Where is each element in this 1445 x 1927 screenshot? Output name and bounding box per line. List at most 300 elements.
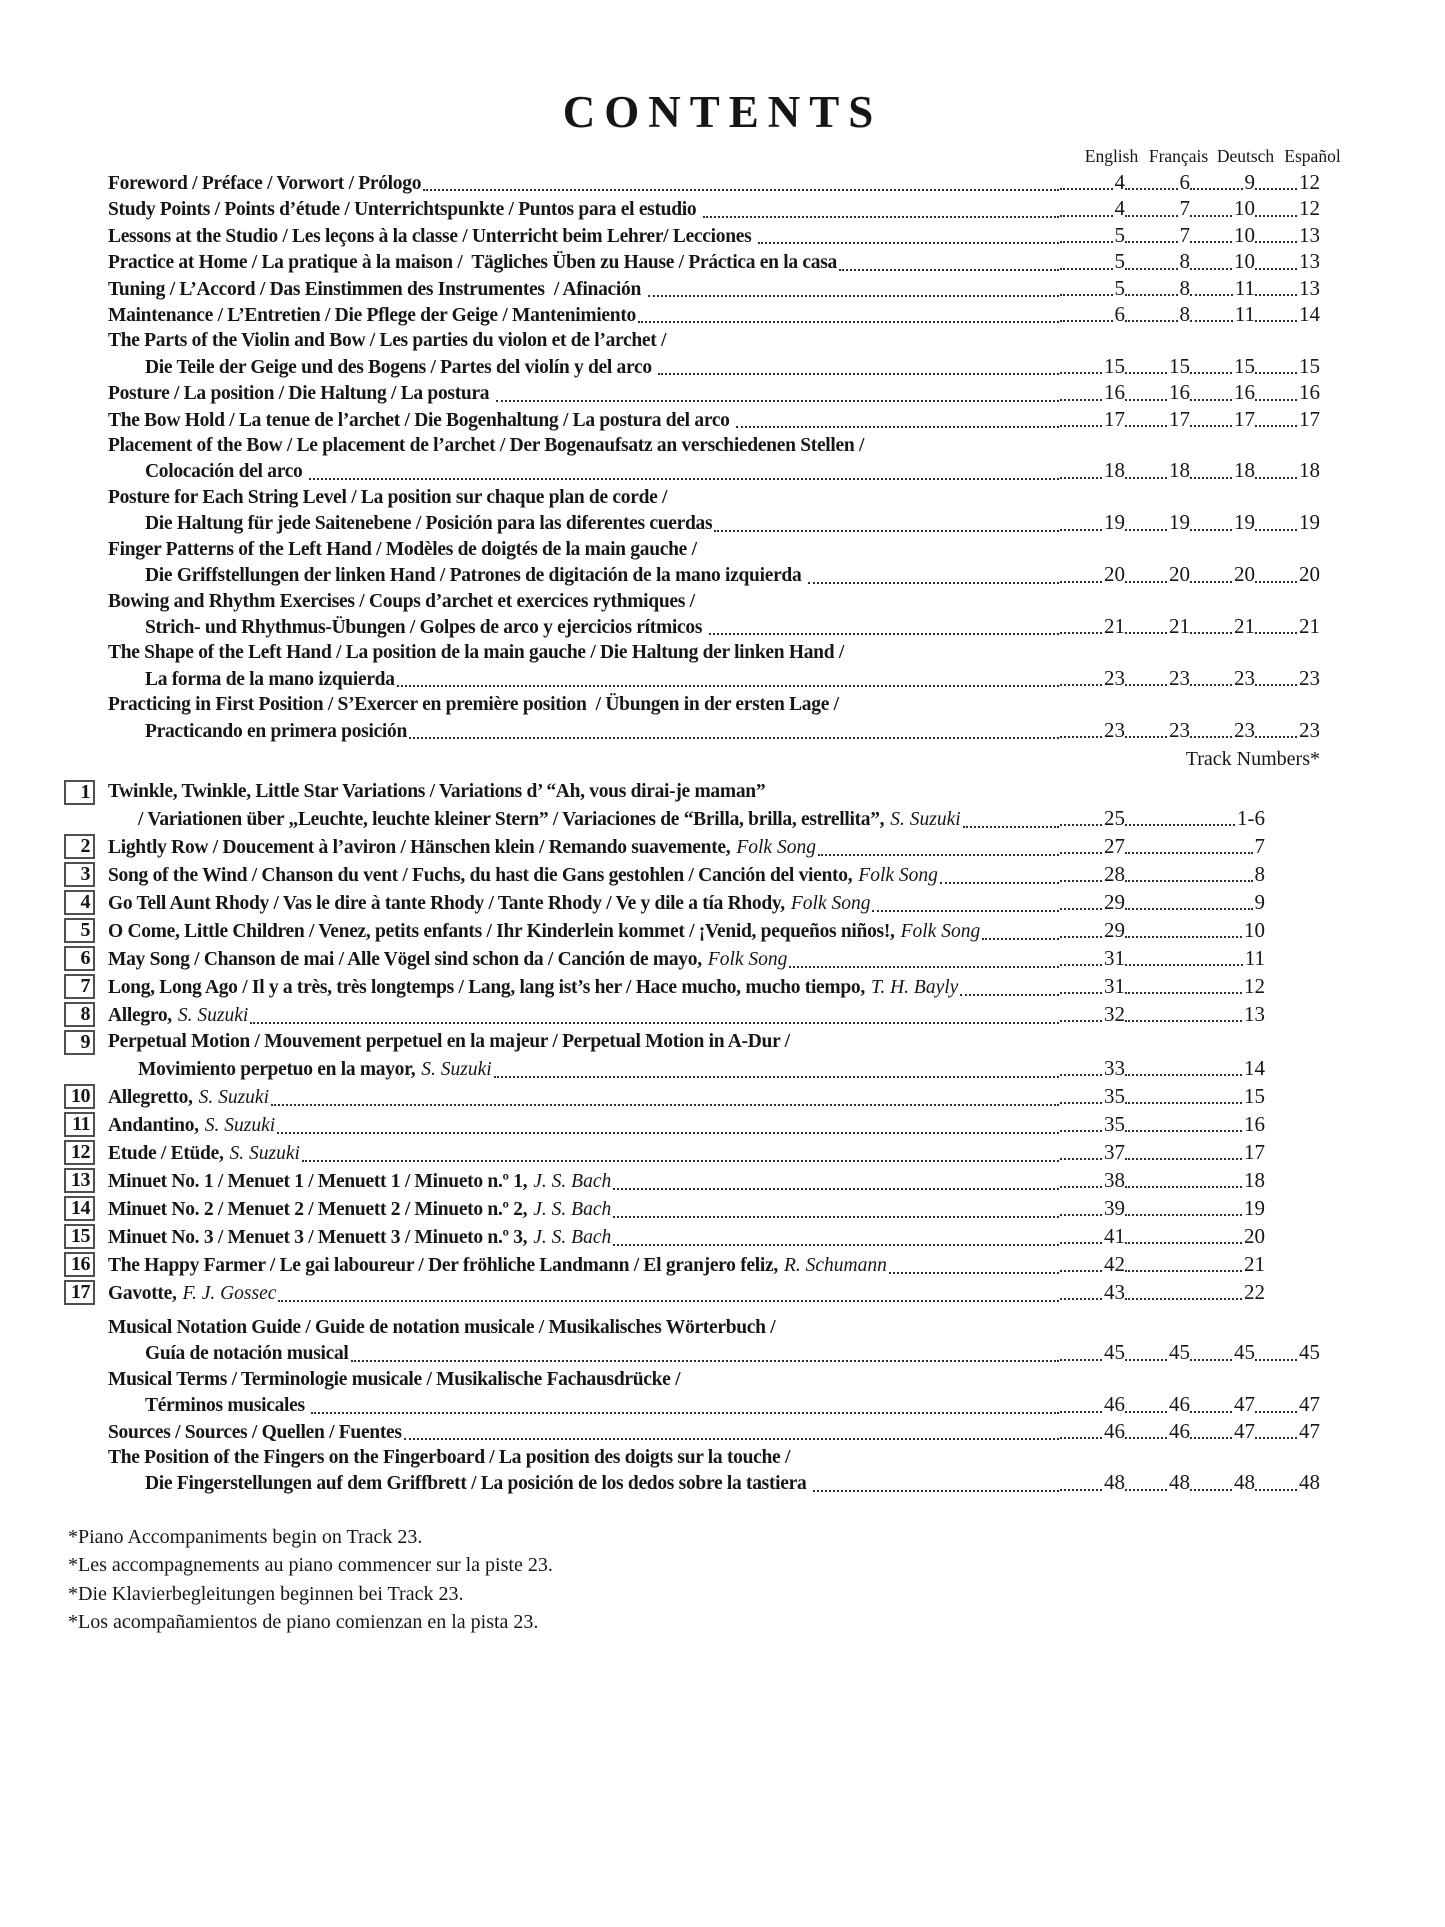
page-number: 37: [1104, 1139, 1125, 1164]
page-number: 17: [1299, 406, 1320, 431]
page-number-cell: [1060, 666, 1125, 691]
page-number-cell: [1125, 510, 1190, 535]
page-number: 45: [1299, 1340, 1320, 1365]
page-number-cell: [1190, 510, 1255, 535]
dot-leader: [813, 1490, 1059, 1492]
track-number-box: [64, 1084, 95, 1109]
page-number: 13: [1299, 222, 1320, 247]
entry-title: Posture / La position / Die Haltung / La postura: [108, 383, 494, 405]
toc-entry: [108, 640, 1320, 692]
dot-leader: [839, 269, 1059, 271]
track-index: 12: [71, 1141, 90, 1164]
entry-title: Twinkle, Twinkle, Little Star Variations / Variations d’ “Ah, vous dirai-je maman”: [108, 780, 766, 802]
dot-leader: [278, 1300, 1059, 1302]
entry-title: Sources / Sources / Quellen / Fuentes: [108, 1421, 402, 1443]
entry-title: O Come, Little Children / Venez, petits enfants / Ihr Kinderlein kommet / ¡Venid, pequeños niños!,: [108, 920, 895, 942]
entry-title: Die Haltung für jede Saitenebene / Posición para las diferentes cuerdas: [145, 513, 713, 535]
page-number: 48: [1169, 1470, 1190, 1495]
page-number: 23: [1169, 717, 1190, 742]
track-number: 20: [1244, 1223, 1265, 1248]
entry-line: [108, 249, 1320, 275]
page-number-cell: [1125, 170, 1190, 195]
column-header-english: English: [1084, 146, 1139, 166]
track-entry: [71, 1083, 1265, 1111]
page-number-cell: [1255, 1470, 1320, 1495]
track-number-cell: [1125, 861, 1265, 887]
toc-entry: [108, 302, 1320, 328]
entry-title: The Position of the Fingers on the Fingerboard / La position des doigts sur la touche /: [108, 1446, 791, 1468]
page-number-columns: [1060, 407, 1320, 432]
page-number-cell: [1060, 170, 1125, 195]
page-number-cell: [1190, 562, 1255, 587]
entry-line: [108, 589, 1320, 614]
dot-leader: [1060, 294, 1113, 296]
dot-leader: [496, 400, 1059, 402]
page-number: 12: [1299, 170, 1320, 194]
entry-line: [108, 1111, 1265, 1139]
entry-line: [108, 170, 1320, 196]
dot-leader: [1125, 852, 1253, 854]
page-number: 47: [1234, 1418, 1255, 1443]
entry-line: [108, 805, 1265, 833]
dot-leader: [1060, 1130, 1102, 1132]
page-number: 12: [1299, 196, 1320, 221]
track-number: 15: [1244, 1083, 1265, 1108]
page-number-cell: [1060, 889, 1125, 915]
page-number-cell: [1125, 354, 1190, 379]
entry-title: Movimiento perpetuo en la mayor,: [138, 1058, 416, 1080]
track-number-box: [64, 1196, 95, 1221]
page-number: 8: [1179, 275, 1190, 300]
dot-leader: [1125, 908, 1253, 910]
dot-leader: [1125, 477, 1167, 479]
page-number: 23: [1169, 665, 1190, 690]
entry-line: [108, 1367, 1320, 1392]
entry-title: Musical Notation Guide / Guide de notation musicale / Musikalisches Wörterbuch /: [108, 1316, 776, 1338]
track-number-box: [64, 946, 95, 971]
dot-leader: [1060, 425, 1102, 427]
dot-leader: [1060, 529, 1102, 531]
page-number-cell: [1060, 249, 1125, 274]
entry-title: Study Points / Points d’étude / Unterrichtspunkte / Puntos para el estudio: [108, 199, 701, 221]
dot-leader: [1060, 880, 1102, 882]
track-index: 4: [80, 891, 90, 914]
composer: S. Suzuki: [198, 1086, 270, 1108]
composer: R. Schumann: [783, 1254, 887, 1276]
dot-leader: [1255, 1489, 1297, 1491]
footnote: *Les accompagnements au piano commencer sur la piste 23.: [68, 1554, 553, 1577]
track-number-box: [64, 1252, 95, 1277]
dot-leader: [1060, 241, 1113, 243]
entry-line: [108, 718, 1320, 744]
entry-title: Allegretto,: [108, 1086, 193, 1108]
track-number: 1-6: [1237, 805, 1265, 830]
page-number: 10: [1234, 249, 1255, 274]
toc-entry: [108, 692, 1320, 744]
entry-line: [108, 692, 1320, 717]
toc-entry: [108, 380, 1320, 406]
track-number: 21: [1244, 1251, 1265, 1276]
entry-line: [108, 614, 1320, 640]
track-number-cell: [1125, 1083, 1265, 1109]
dot-leader: [1190, 477, 1232, 479]
dot-leader: [1255, 477, 1297, 479]
dot-leader: [1125, 241, 1178, 243]
page-number: 20: [1104, 562, 1125, 587]
entry-title: The Shape of the Left Hand / La position de la main gauche / Die Haltung der linken Hand /: [108, 642, 844, 664]
dot-leader: [1060, 1158, 1102, 1160]
page-number: 46: [1169, 1418, 1190, 1443]
entry-title: The Happy Farmer / Le gai laboureur / Der fröhliche Landmann / El granjero feliz,: [108, 1254, 778, 1276]
page-number: 31: [1104, 973, 1125, 998]
track-number-box: [64, 1030, 95, 1055]
page-number-cell: [1190, 223, 1255, 248]
footnote: *Los acompañamientos de piano comienzan en la pista 23.: [68, 1611, 539, 1634]
entry-line: [108, 1340, 1320, 1366]
page-number-columns: [1060, 354, 1320, 379]
page-number: 15: [1169, 353, 1190, 378]
dot-leader: [1060, 1074, 1102, 1076]
page-number-cell: [1060, 833, 1125, 859]
composer: S. Suzuki: [204, 1114, 276, 1136]
page-number-cell: [1190, 1470, 1255, 1495]
page-number-columns: [1060, 1340, 1320, 1365]
track-number: 17: [1244, 1139, 1265, 1164]
page-number-cell: [1190, 302, 1255, 327]
page-number: 45: [1104, 1340, 1125, 1365]
page-number: 10: [1234, 222, 1255, 247]
page-number-cell: [1190, 666, 1255, 691]
page-number: 8: [1179, 249, 1190, 274]
entry-title: Placement of the Bow / Le placement de l’archet / Der Bogenaufsatz an verschiedenen Stellen /: [108, 435, 865, 457]
toc-entry: [108, 485, 1320, 537]
track-number-cell: [1125, 1195, 1265, 1221]
entry-title: Die Fingerstellungen auf dem Griffbrett / La posición de los dedos sobre la tastiera: [145, 1473, 811, 1495]
page-number-cell: [1060, 1279, 1125, 1305]
dot-leader: [1190, 215, 1232, 217]
track-number-box: [64, 890, 95, 915]
entry-title: Foreword / Préface / Vorwort / Prólogo: [108, 173, 422, 194]
entry-title: La forma de la mano izquierda: [145, 668, 395, 690]
track-number-cell: [1125, 1111, 1265, 1137]
entry-title: Colocación del arco: [145, 461, 308, 483]
page-number: 13: [1299, 275, 1320, 300]
page-number: 17: [1234, 406, 1255, 431]
dot-leader: [1125, 372, 1167, 374]
page-number-columns: [1060, 562, 1320, 587]
page-number: 23: [1234, 717, 1255, 742]
dot-leader: [1190, 1437, 1232, 1439]
page-number-cell: [1125, 666, 1190, 691]
entry-title: Practicing in First Position / S’Exercer en première position / Übungen in der ersten Lage /: [108, 694, 839, 716]
dot-leader: [1125, 936, 1242, 938]
track-number-cell: [1125, 805, 1265, 831]
dot-leader: [1060, 964, 1102, 966]
page-number-cell: [1125, 380, 1190, 405]
dot-leader: [736, 426, 1059, 428]
track-entry: [71, 1279, 1265, 1307]
page-number-cell: [1060, 805, 1125, 831]
page-number-cell: [1255, 249, 1320, 274]
dot-leader: [1060, 632, 1102, 634]
page-number-cell: [1255, 223, 1320, 248]
entry-line: [108, 1029, 1265, 1055]
page-number-cell: [1255, 510, 1320, 535]
page-number-cell: [1125, 614, 1190, 639]
dot-leader: [1060, 320, 1113, 322]
dot-leader: [1060, 1489, 1102, 1491]
entry-line: [108, 889, 1265, 917]
dot-leader: [1125, 992, 1242, 994]
dot-leader: [1125, 581, 1167, 583]
dot-leader: [302, 1160, 1059, 1162]
track-entry: [80, 889, 1265, 917]
composer: S. Suzuki: [890, 808, 961, 830]
page-number: 47: [1299, 1392, 1320, 1417]
page-number-cell: [1060, 1251, 1125, 1277]
composer: J. S. Bach: [533, 1198, 612, 1220]
page-number-cell: [1060, 223, 1125, 248]
dot-leader: [1190, 529, 1232, 531]
dot-leader: [1060, 1298, 1102, 1300]
track-index: 2: [80, 835, 90, 858]
dot-leader: [1060, 852, 1102, 854]
page-number-columns: [1060, 302, 1320, 327]
track-number-box: [64, 974, 95, 999]
dot-leader: [1125, 1158, 1242, 1160]
page-number: 5: [1114, 249, 1125, 274]
dot-leader: [277, 1132, 1059, 1134]
track-entry: [80, 1001, 1265, 1029]
entry-line: [108, 537, 1320, 562]
dot-leader: [409, 737, 1059, 739]
page-number: 19: [1169, 510, 1190, 535]
page-number-cell: [1125, 223, 1190, 248]
entry-line: [108, 485, 1320, 510]
dot-leader: [613, 1216, 1059, 1218]
entry-title: Strich- und Rhythmus-Übungen / Golpes de arco y ejercicios rítmicos: [145, 616, 707, 638]
page-number-cell: [1060, 354, 1125, 379]
dot-leader: [1255, 188, 1297, 190]
entry-line: [108, 1223, 1265, 1251]
dot-leader: [1060, 372, 1102, 374]
dot-leader: [1125, 399, 1167, 401]
entry-title: Musical Terms / Terminologie musicale / Musikalische Fachausdrücke /: [108, 1368, 681, 1390]
page-number-cell: [1060, 614, 1125, 639]
page-number: 16: [1104, 380, 1125, 405]
page-number: 27: [1104, 833, 1125, 858]
dot-leader: [1125, 294, 1178, 296]
track-number-box: [64, 862, 95, 887]
track-number: 22: [1244, 1279, 1265, 1304]
track-entry: [80, 917, 1265, 945]
page-number-cell: [1125, 249, 1190, 274]
dot-leader: [960, 994, 1059, 996]
page-number: 14: [1299, 302, 1320, 327]
entry-title: Practice at Home / La pratique à la maison / Tägliches Üben zu Hause / Práctica en la casa: [108, 252, 837, 274]
page-number-columns: [1060, 510, 1320, 535]
dot-leader: [1190, 425, 1232, 427]
dot-leader: [1255, 425, 1297, 427]
dot-leader: [1255, 372, 1297, 374]
track-number: 18: [1244, 1167, 1265, 1192]
dot-leader: [1190, 294, 1233, 296]
page-number-cell: [1255, 354, 1320, 379]
dot-leader: [1125, 684, 1167, 686]
track-number: 12: [1244, 973, 1265, 998]
dot-leader: [1060, 215, 1113, 217]
dot-leader: [397, 685, 1059, 687]
dot-leader: [1190, 632, 1232, 634]
page-number-cell: [1125, 458, 1190, 483]
page-number: 45: [1169, 1340, 1190, 1365]
track-number-cell: [1125, 1001, 1265, 1027]
entry-line: [108, 1167, 1265, 1195]
toc-content: [68, 146, 1341, 1637]
page-number-cell: [1060, 458, 1125, 483]
page-number-cell: [1060, 1111, 1125, 1137]
page-number: 13: [1299, 249, 1320, 274]
track-number-box: [64, 1140, 95, 1165]
dot-leader: [1060, 824, 1102, 826]
page-number-columns: [1060, 223, 1320, 248]
dot-leader: [758, 242, 1059, 244]
toc-entry: [108, 196, 1320, 222]
page-number-cell: [1255, 1392, 1320, 1417]
track-number-box: [64, 1002, 95, 1027]
track-index: 16: [71, 1253, 90, 1276]
page-number: 33: [1104, 1055, 1125, 1080]
dot-leader: [1060, 1411, 1102, 1413]
dot-leader: [709, 633, 1059, 635]
track-number: 9: [1254, 889, 1265, 914]
entry-title: Términos musicales: [145, 1395, 310, 1417]
track-number: 16: [1244, 1111, 1265, 1136]
page-number: 7: [1179, 196, 1190, 221]
page-number: 38: [1104, 1167, 1125, 1192]
language-column-headers: [108, 146, 1346, 167]
entry-line: [108, 861, 1265, 889]
entry-line: [108, 973, 1265, 1001]
page-number: 19: [1104, 510, 1125, 535]
toc-entry: [108, 1367, 1320, 1419]
page-number: 48: [1104, 1470, 1125, 1495]
dot-leader: [1125, 1437, 1167, 1439]
dot-leader: [1060, 1186, 1102, 1188]
page-number: 43: [1104, 1279, 1125, 1304]
dot-leader: [940, 882, 1059, 884]
page-number-cell: [1060, 718, 1125, 743]
dot-leader: [494, 1076, 1059, 1078]
page-number-cell: [1190, 1340, 1255, 1365]
page-number-columns: [1060, 380, 1320, 405]
entry-title: Lightly Row / Doucement à l’aviron / Hänschen klein / Remando suavemente,: [108, 836, 731, 858]
page-number-columns: [1060, 170, 1320, 195]
dot-leader: [1060, 1359, 1102, 1361]
track-entry: [80, 861, 1265, 889]
entry-title: Go Tell Aunt Rhody / Vas le dire à tante Rhody / Tante Rhody / Ve y dile a tía Rhody,: [108, 892, 785, 914]
page-number: 23: [1104, 717, 1125, 742]
dot-leader: [1255, 1437, 1297, 1439]
entry-line: [108, 833, 1265, 861]
page-number-columns: [1060, 718, 1320, 743]
page-number: 15: [1299, 353, 1320, 378]
entry-title: The Parts of the Violin and Bow / Les parties du violon et de l’archet /: [108, 330, 667, 352]
dot-leader: [1190, 241, 1232, 243]
dot-leader: [1190, 1489, 1232, 1491]
page-number-cell: [1060, 945, 1125, 971]
composer: Folk Song: [707, 948, 788, 970]
page-number-columns: [1060, 1419, 1320, 1444]
track-entry: [71, 1167, 1265, 1195]
dot-leader: [658, 373, 1059, 375]
page-number: 16: [1234, 380, 1255, 405]
dot-leader: [1125, 1074, 1242, 1076]
track-index: 9: [80, 1031, 90, 1054]
entry-line: [108, 328, 1320, 353]
page-number-cell: [1190, 170, 1255, 195]
track-number-box: [64, 780, 95, 805]
track-number-cell: [1125, 1167, 1265, 1193]
composer: S. Suzuki: [229, 1142, 300, 1164]
page-number: 20: [1299, 562, 1320, 587]
dot-leader: [1060, 581, 1102, 583]
toc-entry: [108, 537, 1320, 589]
page-number: 29: [1104, 917, 1125, 942]
track-number-cell: [1125, 1055, 1265, 1081]
track-number-box: [64, 1168, 95, 1193]
dot-leader: [1255, 684, 1297, 686]
entry-line: [108, 666, 1320, 692]
page-number-cell: [1060, 1195, 1125, 1221]
page-number-cell: [1060, 1083, 1125, 1109]
page-number: 25: [1104, 805, 1125, 830]
composer: J. S. Bach: [533, 1170, 612, 1192]
toc-entry: [108, 249, 1320, 275]
dot-leader: [703, 216, 1059, 218]
track-number-cell: [1125, 1139, 1265, 1165]
entry-title: Perpetual Motion / Mouvement perpetuel en la majeur / Perpetual Motion in A-Dur /: [108, 1030, 790, 1052]
entry-title: Minuet No. 3 / Menuet 3 / Menuett 3 / Minueto n.º 3,: [108, 1226, 528, 1248]
page-number-cell: [1060, 276, 1125, 301]
page-number: 6: [1114, 302, 1125, 327]
dot-leader: [1190, 684, 1232, 686]
dot-leader: [1125, 1242, 1242, 1244]
track-index: 6: [80, 947, 90, 970]
entry-line: [108, 276, 1320, 302]
page-number: 46: [1104, 1418, 1125, 1443]
footnote: *Die Klavierbegleitungen beginnen bei Track 23.: [68, 1582, 464, 1605]
toc-entry: [108, 328, 1320, 380]
footnote: *Piano Accompaniments begin on Track 23.: [68, 1525, 423, 1548]
track-number-box: [64, 834, 95, 859]
track-list: [71, 779, 1320, 1307]
dot-leader: [1060, 1020, 1102, 1022]
page-number-cell: [1125, 718, 1190, 743]
dot-leader: [271, 1104, 1059, 1106]
page-number-cell: [1255, 614, 1320, 639]
dot-leader: [1255, 294, 1297, 296]
entry-line: [108, 1251, 1265, 1279]
page-number: 39: [1104, 1195, 1125, 1220]
page-number-cell: [1060, 510, 1125, 535]
track-entry: [71, 1195, 1265, 1223]
composer: Folk Song: [858, 864, 938, 886]
page-number-cell: [1060, 1139, 1125, 1165]
dot-leader: [1060, 477, 1102, 479]
dot-leader: [1125, 1411, 1167, 1413]
entry-line: [108, 407, 1320, 433]
